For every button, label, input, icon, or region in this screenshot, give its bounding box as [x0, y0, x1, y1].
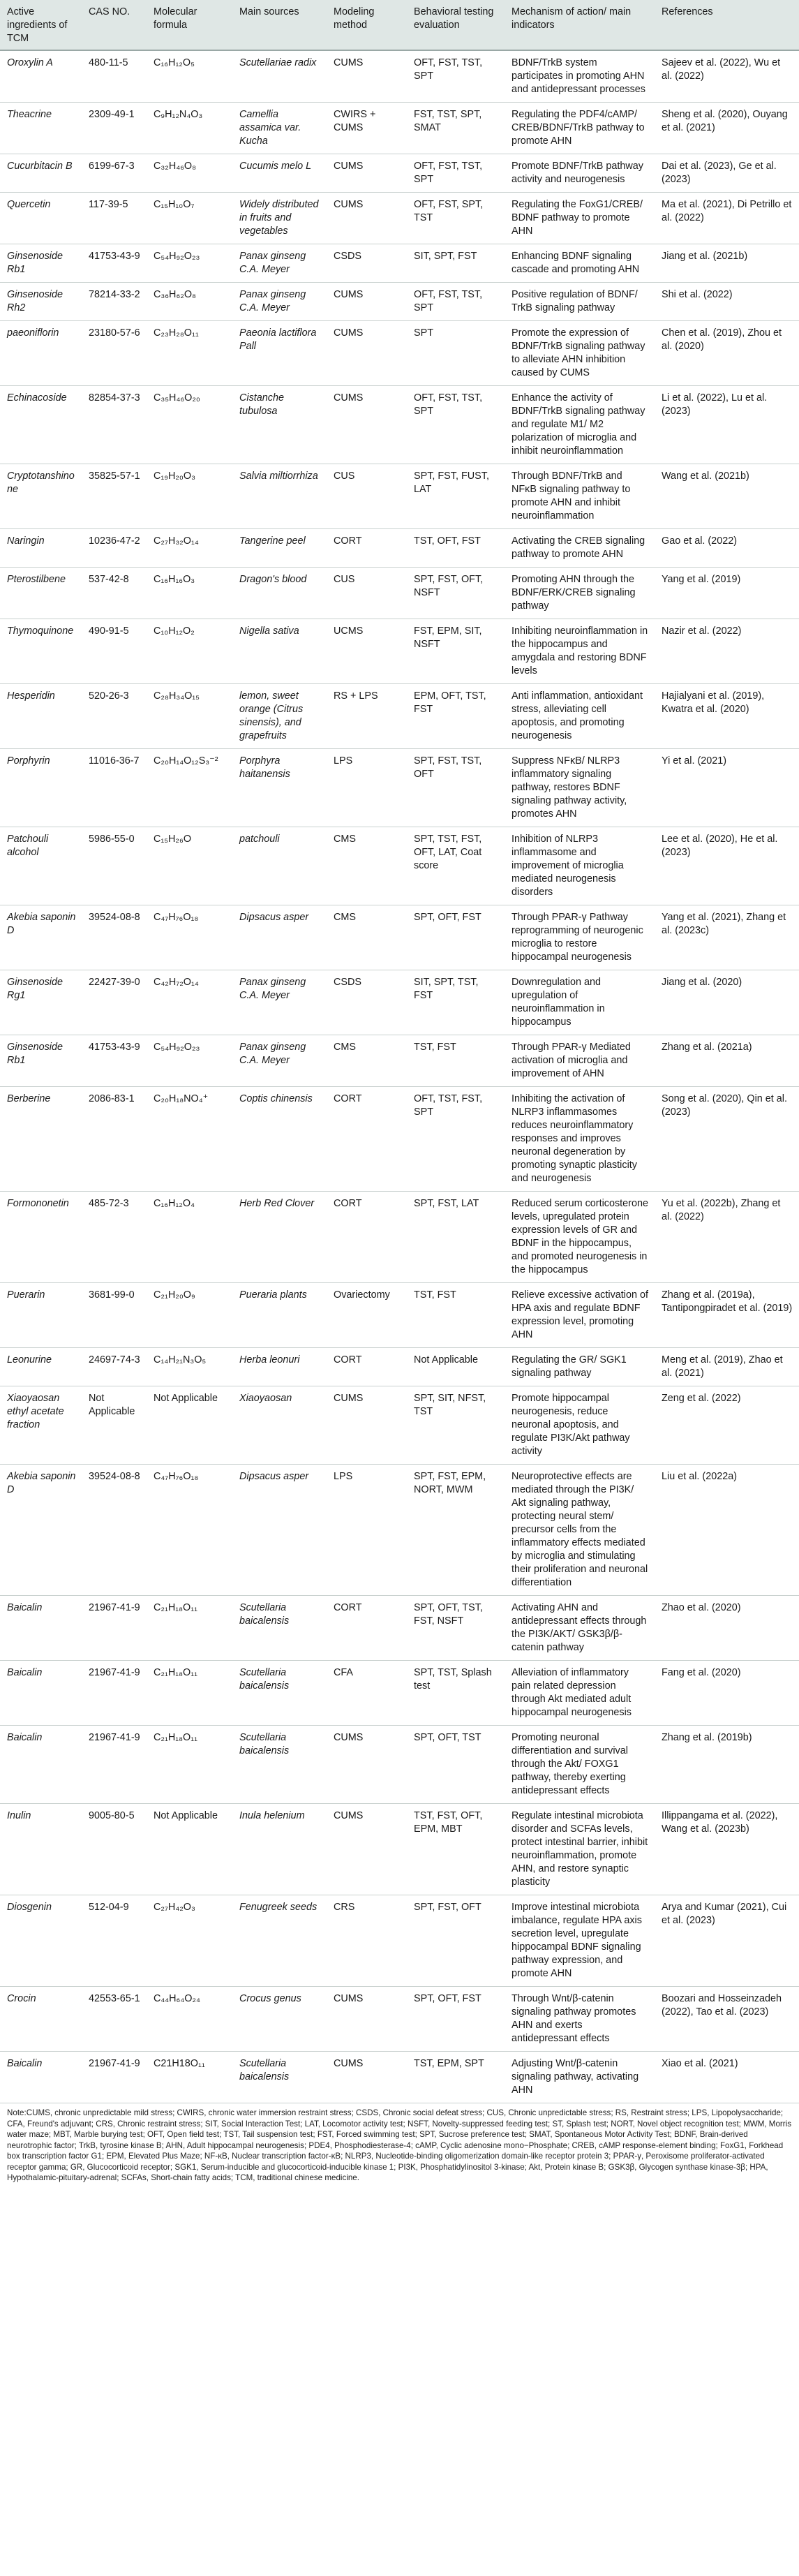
- cell-ingredient: Baicalin: [0, 2052, 82, 2103]
- cell-model: CRS: [327, 1895, 407, 1987]
- cell-references[interactable]: Fang et al. (2020): [655, 1661, 799, 1726]
- cell-model: CUMS: [327, 321, 407, 386]
- cell-test: OFT, FST, TST, SPT: [407, 386, 505, 464]
- cell-test: TST, FST: [407, 1035, 505, 1087]
- cell-cas: 21967-41-9: [82, 2052, 147, 2103]
- table-row: [0, 1283, 799, 1348]
- cell-mechanism: Inhibiting the activation of NLRP3 inflammasomes reduces neuroinflammatory responses and improves neuronal degeneration by promoting synaptic plasticity and neurogenesis: [505, 1087, 655, 1192]
- cell-references[interactable]: Yang et al. (2021), Zhang et al. (2023c): [655, 905, 799, 970]
- cell-source: Herba leonuri: [232, 1348, 327, 1386]
- cell-mechanism: Regulating the GR/ SGK1 signaling pathway: [505, 1348, 655, 1386]
- cell-references[interactable]: Yi et al. (2021): [655, 749, 799, 827]
- cell-ingredient: Patchouli alcohol: [0, 827, 82, 905]
- cell-model: CORT: [327, 1348, 407, 1386]
- cell-test: EPM, OFT, TST, FST: [407, 684, 505, 749]
- cell-cas: 520-26-3: [82, 684, 147, 749]
- cell-formula: C₂₁H₂₀O₉: [147, 1283, 232, 1348]
- cell-ingredient: paeoniflorin: [0, 321, 82, 386]
- cell-source: Nigella sativa: [232, 619, 327, 684]
- cell-formula: C21H18O₁₁: [147, 2052, 232, 2103]
- cell-references[interactable]: Zeng et al. (2022): [655, 1386, 799, 1465]
- cell-model: CMS: [327, 905, 407, 970]
- cell-source: Herb Red Clover: [232, 1192, 327, 1283]
- header-cas: CAS NO.: [82, 0, 147, 50]
- cell-ingredient: Hesperidin: [0, 684, 82, 749]
- cell-formula: C₄₄H₆₄O₂₄: [147, 1987, 232, 2052]
- cell-ingredient: Pterostilbene: [0, 568, 82, 619]
- cell-references[interactable]: Zhang et al. (2021a): [655, 1035, 799, 1087]
- cell-model: CMS: [327, 1035, 407, 1087]
- table-row: [0, 386, 799, 464]
- cell-ingredient: Xiaoyaosan ethyl acetate fraction: [0, 1386, 82, 1465]
- cell-test: SPT: [407, 321, 505, 386]
- cell-formula: C₂₇H₄₂O₃: [147, 1895, 232, 1987]
- cell-cas: 41753-43-9: [82, 1035, 147, 1087]
- cell-model: CORT: [327, 1596, 407, 1661]
- cell-ingredient: Porphyrin: [0, 749, 82, 827]
- cell-test: SPT, FST, OFT, NSFT: [407, 568, 505, 619]
- cell-mechanism: Activating AHN and antidepressant effects through the PI3K/AKT/ GSK3β/β-catenin pathway: [505, 1596, 655, 1661]
- header-source: Main sources: [232, 0, 327, 50]
- cell-references[interactable]: Sheng et al. (2020), Ouyang et al. (2021): [655, 103, 799, 154]
- cell-model: CUMS: [327, 1386, 407, 1465]
- cell-cas: 117-39-5: [82, 193, 147, 244]
- cell-cas: 9005-80-5: [82, 1804, 147, 1895]
- cell-mechanism: Promote the expression of BDNF/TrkB signaling pathway to alleviate AHN inhibition caused by CUMS: [505, 321, 655, 386]
- cell-formula: C₂₃H₂₈O₁₁: [147, 321, 232, 386]
- cell-source: Cucumis melo L: [232, 154, 327, 193]
- cell-ingredient: Oroxylin A: [0, 50, 82, 103]
- table-row: [0, 50, 799, 103]
- cell-ingredient: Ginsenoside Rg1: [0, 970, 82, 1035]
- cell-source: Scutellaria baicalensis: [232, 2052, 327, 2103]
- cell-model: CUMS: [327, 1726, 407, 1804]
- cell-cas: 35825-57-1: [82, 464, 147, 529]
- cell-source: lemon, sweet orange (Citrus sinensis), and grapefruits: [232, 684, 327, 749]
- cell-references[interactable]: Shi et al. (2022): [655, 283, 799, 321]
- cell-model: CSDS: [327, 244, 407, 283]
- cell-formula: C₁₄H₂₁N₃O₅: [147, 1348, 232, 1386]
- cell-cas: 6199-67-3: [82, 154, 147, 193]
- cell-references[interactable]: Zhang et al. (2019a), Tantipongpiradet et al. (2019): [655, 1283, 799, 1348]
- cell-ingredient: Cucurbitacin B: [0, 154, 82, 193]
- cell-model: CUMS: [327, 193, 407, 244]
- cell-source: Xiaoyaosan: [232, 1386, 327, 1465]
- cell-formula: C₄₇H₇₆O₁₈: [147, 1465, 232, 1596]
- cell-references[interactable]: Wang et al. (2021b): [655, 464, 799, 529]
- cell-model: CUMS: [327, 50, 407, 103]
- cell-ingredient: Baicalin: [0, 1726, 82, 1804]
- table-row: [0, 193, 799, 244]
- table-body: [0, 50, 799, 2103]
- cell-source: Inula helenium: [232, 1804, 327, 1895]
- cell-test: SPT, TST, Splash test: [407, 1661, 505, 1726]
- cell-references[interactable]: Meng et al. (2019), Zhao et al. (2021): [655, 1348, 799, 1386]
- cell-cas: 23180-57-6: [82, 321, 147, 386]
- cell-references[interactable]: Jiang et al. (2021b): [655, 244, 799, 283]
- table-row: [0, 749, 799, 827]
- cell-mechanism: Alleviation of inflammatory pain related depression through Akt mediated adult hippocampal neurogenesis: [505, 1661, 655, 1726]
- cell-cas: 78214-33-2: [82, 283, 147, 321]
- cell-ingredient: Akebia saponin D: [0, 1465, 82, 1596]
- cell-source: Scutellaria baicalensis: [232, 1596, 327, 1661]
- cell-mechanism: Relieve excessive activation of HPA axis and regulate BDNF expression level, promoting AHN: [505, 1283, 655, 1348]
- cell-mechanism: Through Wnt/β-catenin signaling pathway promotes AHN and exerts antidepressant effects: [505, 1987, 655, 2052]
- cell-source: Panax ginseng C.A. Meyer: [232, 283, 327, 321]
- cell-cas: 3681-99-0: [82, 1283, 147, 1348]
- table-row: [0, 1596, 799, 1661]
- cell-test: SPT, FST, LAT: [407, 1192, 505, 1283]
- cell-references[interactable]: Yu et al. (2022b), Zhang et al. (2022): [655, 1192, 799, 1283]
- cell-cas: 10236-47-2: [82, 529, 147, 568]
- cell-source: Paeonia lactiflora Pall: [232, 321, 327, 386]
- cell-test: SPT, FST, EPM, NORT, MWM: [407, 1465, 505, 1596]
- cell-mechanism: Promoting AHN through the BDNF/ERK/CREB signaling pathway: [505, 568, 655, 619]
- cell-source: Dipsacus asper: [232, 1465, 327, 1596]
- table-row: [0, 1895, 799, 1987]
- cell-cas: 24697-74-3: [82, 1348, 147, 1386]
- cell-formula: C₅₄H₉₂O₂₃: [147, 1035, 232, 1087]
- cell-ingredient: Akebia saponin D: [0, 905, 82, 970]
- cell-model: CUMS: [327, 154, 407, 193]
- cell-mechanism: Through PPAR-γ Mediated activation of microglia and improvement of AHN: [505, 1035, 655, 1087]
- header-test: Behavioral testing evaluation: [407, 0, 505, 50]
- cell-test: TST, EPM, SPT: [407, 2052, 505, 2103]
- cell-source: Scutellaria baicalensis: [232, 1661, 327, 1726]
- cell-model: CSDS: [327, 970, 407, 1035]
- cell-formula: C₂₁H₁₈O₁₁: [147, 1726, 232, 1804]
- cell-source: Porphyra haitanensis: [232, 749, 327, 827]
- cell-references[interactable]: Gao et al. (2022): [655, 529, 799, 568]
- cell-ingredient: Puerarin: [0, 1283, 82, 1348]
- cell-model: LPS: [327, 749, 407, 827]
- cell-mechanism: Activating the CREB signaling pathway to promote AHN: [505, 529, 655, 568]
- cell-model: Ovariectomy: [327, 1283, 407, 1348]
- cell-model: CUS: [327, 568, 407, 619]
- cell-mechanism: Regulate intestinal microbiota disorder and SCFAs levels, protect intestinal barrier, inhibit neuroinflammation, promote AHN, and restore synaptic plasticity: [505, 1804, 655, 1895]
- cell-model: CUMS: [327, 1987, 407, 2052]
- cell-formula: C₁₅H₁₀O₇: [147, 193, 232, 244]
- cell-ingredient: Formononetin: [0, 1192, 82, 1283]
- cell-formula: C₂₁H₁₈O₁₁: [147, 1596, 232, 1661]
- cell-mechanism: Reduced serum corticosterone levels, upregulated protein expression levels of GR and BDNF in the hippocampus, and promoted neurogenesis in the hippocampus: [505, 1192, 655, 1283]
- table-row: [0, 684, 799, 749]
- table-row: [0, 2052, 799, 2103]
- cell-cas: 41753-43-9: [82, 244, 147, 283]
- cell-cas: 2309-49-1: [82, 103, 147, 154]
- cell-mechanism: Improve intestinal microbiota imbalance, regulate HPA axis secretion level, upregulate hippocampal BDNF signaling pathway expression, and promote AHN: [505, 1895, 655, 1987]
- cell-test: SPT, FST, OFT: [407, 1895, 505, 1987]
- cell-mechanism: Downregulation and upregulation of neuroinflammation in hippocampus: [505, 970, 655, 1035]
- cell-references[interactable]: Boozari and Hosseinzadeh (2022), Tao et al. (2023): [655, 1987, 799, 2052]
- cell-ingredient: Theacrine: [0, 103, 82, 154]
- table-row: [0, 827, 799, 905]
- cell-mechanism: Anti inflammation, antioxidant stress, alleviating cell apoptosis, and promoting neurogenesis: [505, 684, 655, 749]
- cell-cas: 480-11-5: [82, 50, 147, 103]
- table-row: [0, 905, 799, 970]
- cell-references[interactable]: Hajialyani et al. (2019), Kwatra et al. (2020): [655, 684, 799, 749]
- cell-formula: C₁₉H₂₀O₃: [147, 464, 232, 529]
- cell-formula: C₂₀H₁₄O₁₂S₃⁻²: [147, 749, 232, 827]
- cell-references[interactable]: Nazir et al. (2022): [655, 619, 799, 684]
- cell-cas: 82854-37-3: [82, 386, 147, 464]
- cell-cas: 537-42-8: [82, 568, 147, 619]
- table-row: [0, 1035, 799, 1087]
- cell-test: OFT, FST, TST, SPT: [407, 50, 505, 103]
- cell-mechanism: Inhibition of NLRP3 inflammasome and improvement of microglia mediated neurogenesis disorders: [505, 827, 655, 905]
- table-row: [0, 1087, 799, 1192]
- cell-model: CORT: [327, 1192, 407, 1283]
- cell-source: Cistanche tubulosa: [232, 386, 327, 464]
- cell-references[interactable]: Zhao et al. (2020): [655, 1596, 799, 1661]
- cell-model: RS + LPS: [327, 684, 407, 749]
- cell-references[interactable]: Illippangama et al. (2022), Wang et al. (2023b): [655, 1804, 799, 1895]
- cell-source: patchouli: [232, 827, 327, 905]
- header-formula: Molecular formula: [147, 0, 232, 50]
- cell-references[interactable]: Chen et al. (2019), Zhou et al. (2020): [655, 321, 799, 386]
- cell-ingredient: Ginsenoside Rh2: [0, 283, 82, 321]
- cell-ingredient: Ginsenoside Rb1: [0, 1035, 82, 1087]
- cell-test: SPT, OFT, FST: [407, 905, 505, 970]
- cell-source: Panax ginseng C.A. Meyer: [232, 244, 327, 283]
- cell-formula: C₂₇H₃₂O₁₄: [147, 529, 232, 568]
- cell-cas: 485-72-3: [82, 1192, 147, 1283]
- cell-test: OFT, FST, SPT, TST: [407, 193, 505, 244]
- cell-formula: C₄₇H₇₆O₁₈: [147, 905, 232, 970]
- cell-cas: 21967-41-9: [82, 1596, 147, 1661]
- cell-formula: C₅₄H₉₂O₂₃: [147, 244, 232, 283]
- cell-references[interactable]: Liu et al. (2022a): [655, 1465, 799, 1596]
- cell-test: SPT, TST, FST, OFT, LAT, Coat score: [407, 827, 505, 905]
- cell-formula: C₂₈H₃₄O₁₅: [147, 684, 232, 749]
- cell-formula: C₉H₁₂N₄O₃: [147, 103, 232, 154]
- cell-references[interactable]: Dai et al. (2023), Ge et al. (2023): [655, 154, 799, 193]
- cell-source: Scutellariae radix: [232, 50, 327, 103]
- cell-references[interactable]: Li et al. (2022), Lu et al. (2023): [655, 386, 799, 464]
- cell-test: SIT, SPT, FST: [407, 244, 505, 283]
- cell-test: OFT, FST, TST, SPT: [407, 154, 505, 193]
- cell-model: LPS: [327, 1465, 407, 1596]
- cell-source: Widely distributed in fruits and vegetables: [232, 193, 327, 244]
- cell-cas: 42553-65-1: [82, 1987, 147, 2052]
- cell-formula: C₃₂H₄₆O₈: [147, 154, 232, 193]
- cell-test: SPT, FST, TST, OFT: [407, 749, 505, 827]
- cell-mechanism: Promote BDNF/TrkB pathway activity and neurogenesis: [505, 154, 655, 193]
- cell-source: Pueraria plants: [232, 1283, 327, 1348]
- cell-model: CUMS: [327, 2052, 407, 2103]
- table-row: [0, 1465, 799, 1596]
- cell-model: CUMS: [327, 386, 407, 464]
- cell-mechanism: Regulating the FoxG1/CREB/ BDNF pathway to promote AHN: [505, 193, 655, 244]
- header-ingredient: Active ingredients of TCM: [0, 0, 82, 50]
- cell-ingredient: Baicalin: [0, 1661, 82, 1726]
- table-row: [0, 1726, 799, 1804]
- cell-test: SPT, OFT, TST, FST, NSFT: [407, 1596, 505, 1661]
- cell-ingredient: Quercetin: [0, 193, 82, 244]
- cell-references[interactable]: Zhang et al. (2019b): [655, 1726, 799, 1804]
- table-row: [0, 154, 799, 193]
- table-header: [0, 0, 799, 50]
- cell-references[interactable]: Xiao et al. (2021): [655, 2052, 799, 2103]
- cell-references[interactable]: Lee et al. (2020), He et al. (2023): [655, 827, 799, 905]
- cell-model: CORT: [327, 529, 407, 568]
- cell-mechanism: Enhancing BDNF signaling cascade and promoting AHN: [505, 244, 655, 283]
- table-row: [0, 1987, 799, 2052]
- cell-source: Dipsacus asper: [232, 905, 327, 970]
- cell-cas: 21967-41-9: [82, 1726, 147, 1804]
- header-mechanism: Mechanism of action/ main indicators: [505, 0, 655, 50]
- cell-mechanism: Positive regulation of BDNF/ TrkB signaling pathway: [505, 283, 655, 321]
- cell-formula: C₁₆H₁₆O₃: [147, 568, 232, 619]
- table-row: [0, 619, 799, 684]
- cell-model: CWIRS + CUMS: [327, 103, 407, 154]
- cell-formula: C₁₆H₁₂O₄: [147, 1192, 232, 1283]
- cell-source: Salvia miltiorrhiza: [232, 464, 327, 529]
- cell-mechanism: Adjusting Wnt/β-catenin signaling pathway, activating AHN: [505, 2052, 655, 2103]
- cell-model: UCMS: [327, 619, 407, 684]
- cell-test: TST, FST, OFT, EPM, MBT: [407, 1804, 505, 1895]
- cell-source: Fenugreek seeds: [232, 1895, 327, 1987]
- cell-source: Camellia assamica var. Kucha: [232, 103, 327, 154]
- cell-source: Panax ginseng C.A. Meyer: [232, 970, 327, 1035]
- cell-references[interactable]: Arya and Kumar (2021), Cui et al. (2023): [655, 1895, 799, 1987]
- cell-mechanism: Promoting neuronal differentiation and survival through the Akt/ FOXG1 pathway, thereby exerting antidepressant effects: [505, 1726, 655, 1804]
- cell-test: FST, TST, SPT, SMAT: [407, 103, 505, 154]
- cell-references[interactable]: Ma et al. (2021), Di Petrillo et al. (2022): [655, 193, 799, 244]
- cell-formula: C₂₁H₁₈O₁₁: [147, 1661, 232, 1726]
- cell-formula: C₄₂H₇₂O₁₄: [147, 970, 232, 1035]
- cell-cas: 39524-08-8: [82, 1465, 147, 1596]
- cell-source: Tangerine peel: [232, 529, 327, 568]
- cell-cas: 11016-36-7: [82, 749, 147, 827]
- cell-cas: 2086-83-1: [82, 1087, 147, 1192]
- cell-formula: C₂₀H₁₈NO₄⁺: [147, 1087, 232, 1192]
- cell-test: TST, OFT, FST: [407, 529, 505, 568]
- header-model: Modeling method: [327, 0, 407, 50]
- cell-source: Scutellaria baicalensis: [232, 1726, 327, 1804]
- header-row: [0, 0, 799, 50]
- cell-mechanism: BDNF/TrkB system participates in promoting AHN and antidepressant processes: [505, 50, 655, 103]
- cell-cas: Not Applicable: [82, 1386, 147, 1465]
- table-row: [0, 321, 799, 386]
- cell-test: Not Applicable: [407, 1348, 505, 1386]
- cell-ingredient: Crocin: [0, 1987, 82, 2052]
- table-footnote: Note:CUMS, chronic unpredictable mild stress; CWIRS, chronic water immersion restraint stress; CSDS, Chronic social defeat stress; CUS, Chronic unpredictable stress; RS, Restraint stress; LPS, Lipopolysaccharide; CFA, Freund's adjuvant; CRS, Chronic restraint stress; SIT, Social Interaction Test; LAT, Locomotor activity test; NSFT, Novelty-suppressed feeding test; ST, Splash test; NORT, Novel object recognition test; MWM, Morris water maze; MBT, Marble burying test; OFT, Open field test; TST, Tail suspension test; FST, Forced swimming test; SPT, Sucrose preference test; SMAT, Spontaneous Motor Activity Test; BDNF, Brain-derived neurotrophic factor; TrkB, tyrosine kinase B; AHN, Adult hippocampal neurogenesis; PDE4, Phosphodiesterase-4; cAMP, Cyclic adenosine mono−Phosphate; CREB, cAMP response-element binding; FoxG1, Forkhead box transcription factor G1; EPM, Elevated Plus Maze; NF-κB, Nuclear transcription factor-κB; NLRP3, Nucleotide-binding oligomerization domain-like receptor protein 3; PPAR-γ, Peroxisome proliferator-activated receptor gamma; GR, Glucocorticoid receptor; SGK1, Serum-inducible and glucocorticoid-inducible kinase 1; PI3K, Phosphatidylinositol 3-kinase; Akt, Protein kinase B; GSK3β, Glycogen synthase kinase-3β; HPA, Hypothalamic-pituitary-adrenal; SCFAs, Short-chain fatty acids; TCM, traditional chinese medicine.: [7, 2108, 792, 2182]
- cell-test: OFT, FST, TST, SPT: [407, 283, 505, 321]
- cell-ingredient: Echinacoside: [0, 386, 82, 464]
- cell-source: Coptis chinensis: [232, 1087, 327, 1192]
- table-row: [0, 103, 799, 154]
- cell-ingredient: Thymoquinone: [0, 619, 82, 684]
- cell-source: Dragon's blood: [232, 568, 327, 619]
- table-row: [0, 1386, 799, 1465]
- table-row: [0, 244, 799, 283]
- table-row: [0, 568, 799, 619]
- cell-test: SIT, SPT, TST, FST: [407, 970, 505, 1035]
- cell-model: CORT: [327, 1087, 407, 1192]
- cell-test: SPT, OFT, TST: [407, 1726, 505, 1804]
- cell-source: Crocus genus: [232, 1987, 327, 2052]
- cell-cas: 5986-55-0: [82, 827, 147, 905]
- cell-model: CFA: [327, 1661, 407, 1726]
- table-row: [0, 1804, 799, 1895]
- cell-ingredient: Naringin: [0, 529, 82, 568]
- cell-source: Panax ginseng C.A. Meyer: [232, 1035, 327, 1087]
- cell-formula: C₃₅H₄₆O₂₀: [147, 386, 232, 464]
- header-refs: References: [655, 0, 799, 50]
- table-row: [0, 529, 799, 568]
- table-row: [0, 1192, 799, 1283]
- cell-cas: 39524-08-8: [82, 905, 147, 970]
- table-row: [0, 283, 799, 321]
- cell-mechanism: Enhance the activity of BDNF/TrkB signaling pathway and regulate M1/ M2 polarization of microglia and inhibit neuroinflammation: [505, 386, 655, 464]
- cell-test: FST, EPM, SIT, NSFT: [407, 619, 505, 684]
- cell-model: CUMS: [327, 1804, 407, 1895]
- table-row: [0, 970, 799, 1035]
- cell-references[interactable]: Sajeev et al. (2022), Wu et al. (2022): [655, 50, 799, 103]
- table-row: [0, 1348, 799, 1386]
- cell-ingredient: Leonurine: [0, 1348, 82, 1386]
- cell-mechanism: Neuroprotective effects are mediated through the PI3K/ Akt signaling pathway, protecting neural stem/ precursor cells from the inflammatory effects mediated by microglia and stimulating their proliferation and neuronal differentiation: [505, 1465, 655, 1596]
- cell-formula: C₁₅H₂₆O: [147, 827, 232, 905]
- cell-test: TST, FST: [407, 1283, 505, 1348]
- cell-cas: 512-04-9: [82, 1895, 147, 1987]
- cell-mechanism: Through PPAR-γ Pathway reprogramming of neurogenic microglia to restore hippocampal neurogenesis: [505, 905, 655, 970]
- cell-ingredient: Baicalin: [0, 1596, 82, 1661]
- cell-references[interactable]: Song et al. (2020), Qin et al. (2023): [655, 1087, 799, 1192]
- cell-ingredient: Cryptotanshinone: [0, 464, 82, 529]
- cell-mechanism: Promote hippocampal neurogenesis, reduce neuronal apoptosis, and regulate PI3K/Akt pathway activity: [505, 1386, 655, 1465]
- table-row: [0, 464, 799, 529]
- cell-model: CUS: [327, 464, 407, 529]
- cell-model: CMS: [327, 827, 407, 905]
- cell-mechanism: Suppress NFκB/ NLRP3 inflammatory signaling pathway, restores BDNF signaling pathway activity, promotes AHN: [505, 749, 655, 827]
- cell-ingredient: Diosgenin: [0, 1895, 82, 1987]
- cell-model: CUMS: [327, 283, 407, 321]
- cell-formula: C₁₀H₁₂O₂: [147, 619, 232, 684]
- cell-ingredient: Berberine: [0, 1087, 82, 1192]
- cell-mechanism: Inhibiting neuroinflammation in the hippocampus and amygdala and restoring BDNF levels: [505, 619, 655, 684]
- cell-test: SPT, OFT, FST: [407, 1987, 505, 2052]
- cell-cas: 21967-41-9: [82, 1661, 147, 1726]
- cell-mechanism: Through BDNF/TrkB and NFκB signaling pathway to promote AHN and inhibit neuroinflammation: [505, 464, 655, 529]
- cell-ingredient: Inulin: [0, 1804, 82, 1895]
- cell-test: SPT, SIT, NFST, TST: [407, 1386, 505, 1465]
- cell-test: OFT, TST, FST, SPT: [407, 1087, 505, 1192]
- cell-test: SPT, FST, FUST, LAT: [407, 464, 505, 529]
- cell-mechanism: Regulating the PDF4/cAMP/ CREB/BDNF/TrkB pathway to promote AHN: [505, 103, 655, 154]
- cell-ingredient: Ginsenoside Rb1: [0, 244, 82, 283]
- cell-formula: C₃₆H₆₂O₈: [147, 283, 232, 321]
- cell-formula: C₁₆H₁₂O₅: [147, 50, 232, 103]
- cell-formula: Not Applicable: [147, 1386, 232, 1465]
- cell-cas: 22427-39-0: [82, 970, 147, 1035]
- cell-formula: Not Applicable: [147, 1804, 232, 1895]
- table-row: [0, 1661, 799, 1726]
- cell-references[interactable]: Yang et al. (2019): [655, 568, 799, 619]
- cell-references[interactable]: Jiang et al. (2020): [655, 970, 799, 1035]
- cell-cas: 490-91-5: [82, 619, 147, 684]
